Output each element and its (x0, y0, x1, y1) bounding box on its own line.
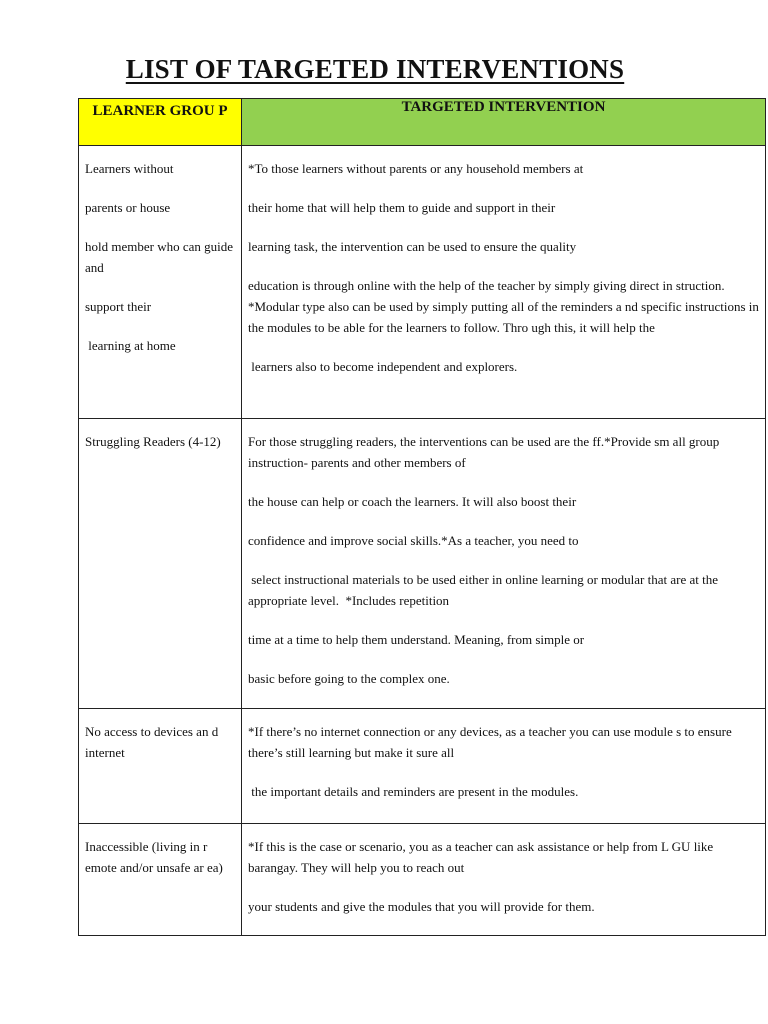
header-targeted-intervention: TARGETED INTERVENTION (242, 99, 766, 146)
table-row (79, 709, 766, 824)
intervention-cell (242, 824, 766, 936)
intervention-cell (242, 146, 766, 419)
intervention-line: select instructional materials to be used either in online learning or modular that are at the appropriate level. *Includes repetition (248, 572, 722, 608)
intervention-line: confidence and improve social skills.*As a teacher, you need to (248, 533, 579, 548)
intervention-line: time at a time to help them understand. Meaning, from simple or (248, 632, 585, 647)
document-title: LIST OF TARGETED INTERVENTIONS (125, 54, 625, 84)
intervention-line: *To those learners without parents or any household members at (248, 161, 584, 176)
group-line: support their (85, 299, 152, 314)
group-line: Inaccessible (living in r emote and/or unsafe ar ea) (85, 839, 223, 875)
intervention-cell (242, 709, 766, 824)
group-line: hold member who can guide and (85, 239, 234, 275)
intervention-line: education is through online with the help of the teacher by simply giving direct in struction. *Modular type also can be used by simply putting all of the reminders a nd specific instructions in the modules to be able for the learners to follow. Thro ugh this, it will help the (248, 278, 759, 335)
group-line: No access to devices an d internet (85, 724, 219, 760)
intervention-line: *If this is the case or scenario, you as a teacher can ask assistance or help from L GU like barangay. They will help you to reach out (248, 839, 714, 875)
table-header-row (79, 99, 766, 146)
learner-group-cell (79, 146, 242, 419)
intervention-line: *If there’s no internet connection or any devices, as a teacher you can use module s to ensure there’s still learning but make it sure all (248, 724, 732, 760)
group-line: learning at home (85, 338, 176, 353)
table-row (79, 824, 766, 936)
intervention-line: basic before going to the complex one. (248, 671, 450, 686)
intervention-line: the important details and reminders are present in the modules. (248, 784, 579, 799)
intervention-line: their home that will help them to guide and support in their (248, 200, 556, 215)
interventions-table (78, 98, 766, 936)
intervention-line: learning task, the intervention can be used to ensure the quality (248, 239, 577, 254)
intervention-cell (242, 419, 766, 709)
intervention-line: learners also to become independent and explorers. (248, 359, 518, 374)
learner-group-cell (79, 824, 242, 936)
group-line: parents or house (85, 200, 171, 215)
intervention-line: your students and give the modules that you will provide for them. (248, 899, 595, 914)
intervention-line: the house can help or coach the learners. It will also boost their (248, 494, 577, 509)
group-line: Learners without (85, 161, 174, 176)
learner-group-cell (79, 709, 242, 824)
learner-group-cell (79, 419, 242, 709)
table-row (79, 146, 766, 419)
table-row (79, 419, 766, 709)
intervention-line: For those struggling readers, the interventions can be used are the ff.*Provide sm all group instruction- parents and other members of (248, 434, 720, 470)
group-line: Struggling Readers (4-12) (85, 434, 221, 449)
header-learner-group: LEARNER GROU P (79, 99, 242, 146)
